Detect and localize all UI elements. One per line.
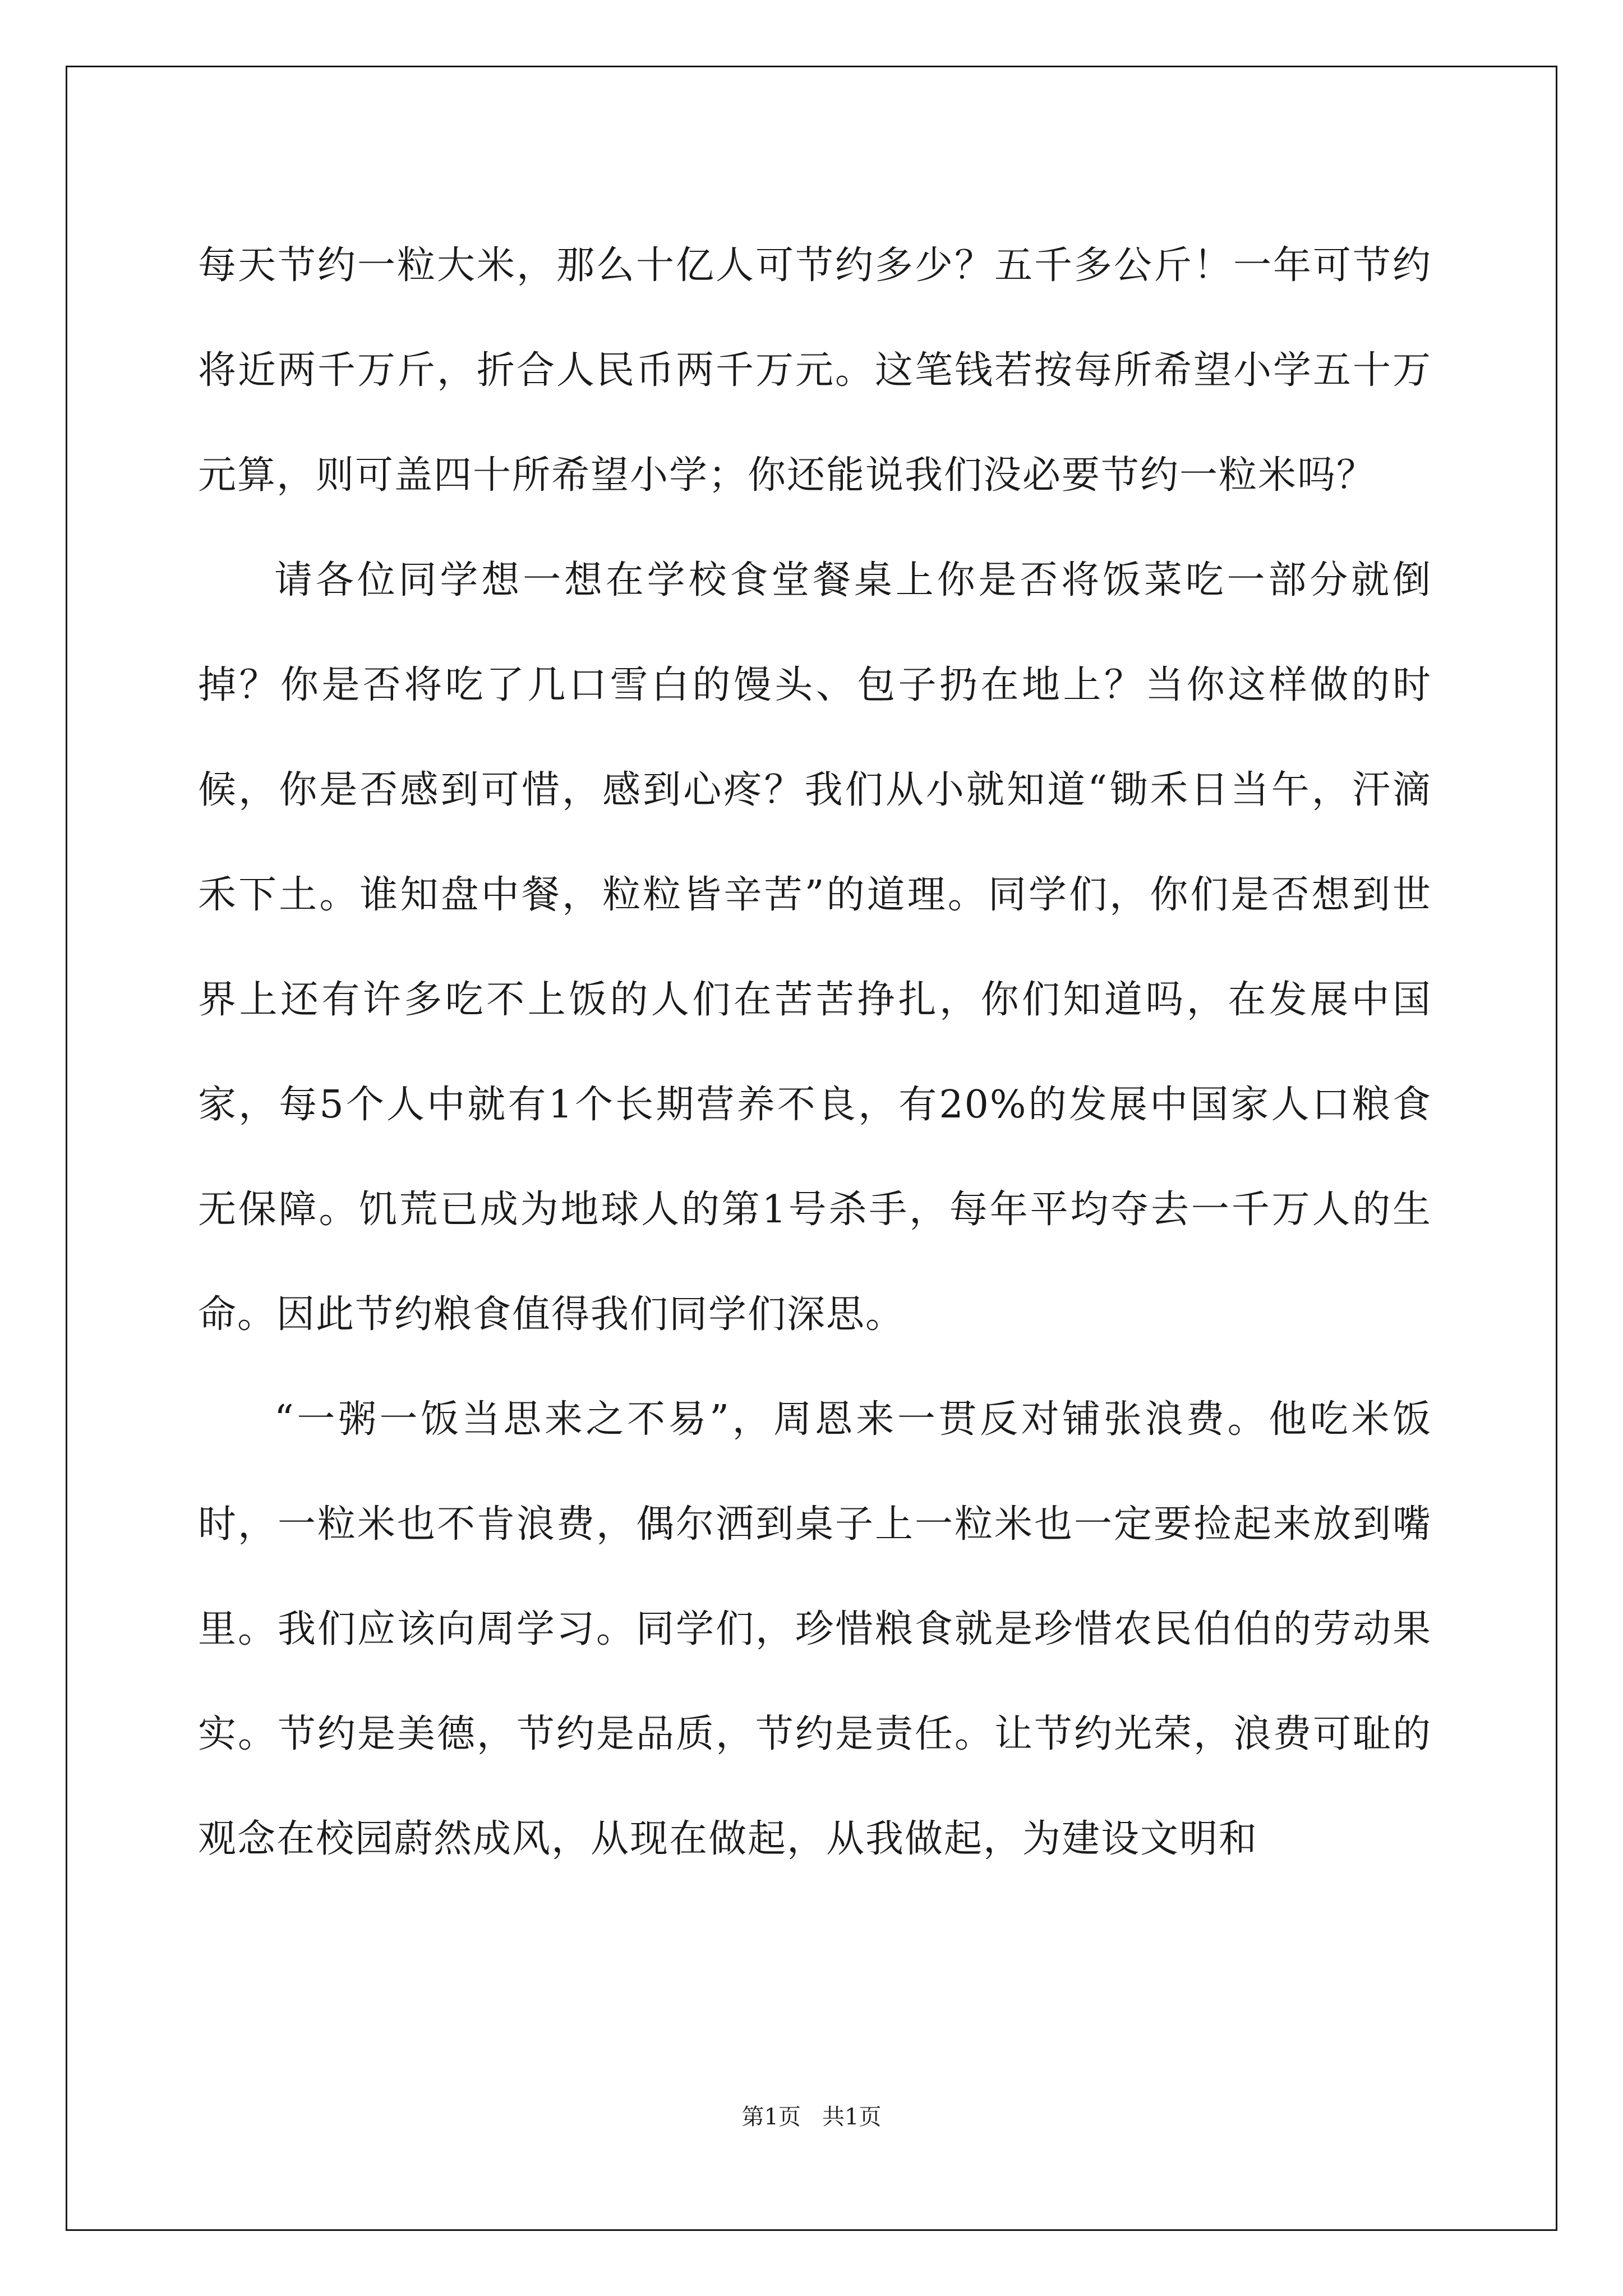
paragraph-3: “一粥一饭当思来之不易”，周恩来一贯反对铺张浪费。他吃米饭时，一粒米也不肯浪费，偶尔洒到桌子上一粒米也一定要捡起来放到嘴里。我们应该向周学习。同学们，珍惜粮食就是珍惜农民伯伯的劳动果实。节约是美德，节约是品质，节约是责任。让节约光荣，浪费可耻的观念在校园蔚然成风，从现在做起，从我做起，为建设文明和	[198, 1397, 1432, 1861]
document-body	[198, 213, 1432, 1892]
page-number-footer: 第1页 共1页	[741, 2104, 882, 2130]
paragraph-2: 请各位同学想一想在学校食堂餐桌上你是否将饭菜吃一部分就倒掉？你是否将吃了几口雪白的馒头、包子扔在地上？当你这样做的时候，你是否感到可惜，感到心疼？我们从小就知道“锄禾日当午，汗滴禾下土。谁知盘中餐，粒粒皆辛苦”的道理。同学们，你们是否想到世界上还有许多吃不上饭的人们在苦苦挣扎，你们知道吗，在发展中国家，每5个人中就有1个长期营养不良，有20%的发展中国家人口粮食无保障。饥荒已成为地球人的第1号杀手，每年平均夺去一千万人的生命。因此节约粮食值得我们同学们深思。	[198, 558, 1432, 1337]
paragraph-1: 每天节约一粒大米，那么十亿人可节约多少？五千多公斤！一年可节约将近两千万斤，折合人民币两千万元。这笔钱若按每所希望小学五十万元算，则可盖四十所希望小学；你还能说我们没必要节约一粒米吗？	[198, 243, 1432, 498]
